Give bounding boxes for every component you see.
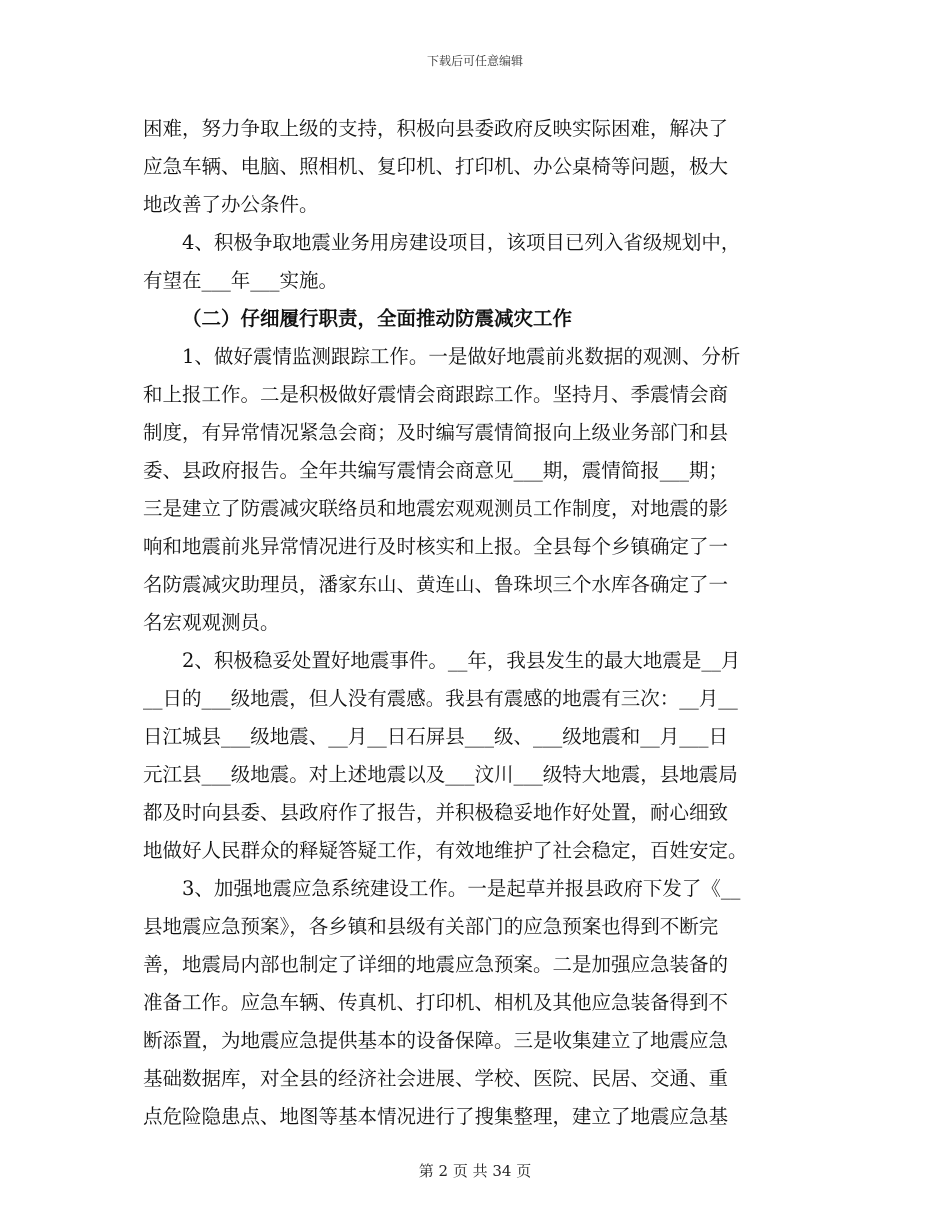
text-line: 断添置，为地震应急提供基本的设备保障。三是收集建立了地震应急 xyxy=(143,1029,729,1052)
section-heading: （二）仔细履行职责，全面推动防震减灾工作 xyxy=(182,307,573,330)
text-line: 元江县___级地震。对上述地震以及___汶川___级特大地震，县地震局 xyxy=(143,763,738,786)
text-line: 和上报工作。二是积极做好震情会商跟踪工作。坚持月、季震情会商 xyxy=(143,383,729,406)
text-line: 县地震应急预案》，各乡镇和县级有关部门的应急预案也得到不断完 xyxy=(143,915,719,938)
text-line: 名防震减灾助理员，潘家东山、黄连山、鲁珠坝三个水库各确定了一 xyxy=(143,573,729,596)
text-line: 名宏观观测员。 xyxy=(143,611,280,634)
text-line: 准备工作。应急车辆、传真机、打印机、相机及其他应急装备得到不 xyxy=(143,991,729,1014)
page-header: 下载后可任意编辑 xyxy=(426,54,523,68)
text-line: 都及时向县委、县政府作了报告，并积极稳妥地作好处置，耐心细致 xyxy=(143,801,729,824)
text-line: 困难，努力争取上级的支持，积极向县委政府反映实际困难，解决了 xyxy=(143,117,729,140)
text-line: 应急车辆、电脑、照相机、复印机、打印机、办公桌椅等问题，极大 xyxy=(143,155,729,178)
text-line: 有望在___年___实施。 xyxy=(143,269,339,292)
text-line: 善，地震局内部也制定了详细的地震应急预案。二是加强应急装备的 xyxy=(143,953,729,976)
paragraph-start: 3、加强地震应急系统建设工作。一是起草并报县政府下发了《__ xyxy=(182,877,741,900)
text-line: 日江城县___级地震、__月__日石屏县___级、___级地震和__月___日 xyxy=(143,725,729,748)
text-line: 地做好人民群众的释疑答疑工作，有效地维护了社会稳定，百姓安定。 xyxy=(143,839,748,862)
paragraph-start: 4、积极争取地震业务用房建设项目，该项目已列入省级规划中， xyxy=(182,231,741,254)
text-line: 制度，有异常情况紧急会商；及时编写震情简报向上级业务部门和县 xyxy=(143,421,729,444)
text-line: 地改善了办公条件。 xyxy=(143,193,319,216)
text-line: 三是建立了防震减灾联络员和地震宏观观测员工作制度，对地震的影 xyxy=(143,497,729,520)
text-line: 委、县政府报告。全年共编写震情会商意见___期，震情简报___期； xyxy=(143,459,729,482)
text-line: 基础数据库，对全县的经济社会进展、学校、医院、民居、交通、重 xyxy=(143,1067,729,1090)
paragraph-start: 2、积极稳妥处置好地震事件。__年，我县发生的最大地震是__月 xyxy=(182,649,741,672)
text-line: __日的___级地震，但人没有震感。我县有震感的地震有三次：__月__ xyxy=(143,687,738,710)
page-footer: 第 2 页 共 34 页 xyxy=(418,1162,532,1180)
text-line: 响和地震前兆异常情况进行及时核实和上报。全县每个乡镇确定了一 xyxy=(143,535,729,558)
text-line: 点危险隐患点、地图等基本情况进行了搜集整理，建立了地震应急基 xyxy=(143,1105,729,1128)
paragraph-start: 1、做好震情监测跟踪工作。一是做好地震前兆数据的观测、分析 xyxy=(182,345,741,368)
document-body xyxy=(143,110,808,1136)
